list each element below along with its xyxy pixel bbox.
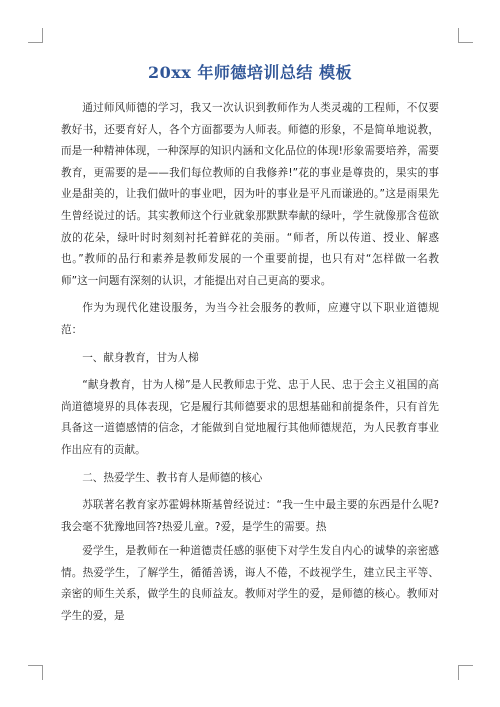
paragraph-intro: 通过师风师德的学习，我又一次认识到教师作为人类灵魂的工程师，不仅要教好书，还要育好人，各个方面都要为人师表。师德的形象，不是简单地说教，而是一种精神体现，一种深厚的知识内涵和文化品位的体现!形象需要培养，需要教育，更需要的是——我们每位教师的自我修养!”花的事业是尊贵的，果实的事业是甜美的，让我们做叶的事业吧，因为叶的事业是平凡而谦逊的。”这是雨果先生曾经说过的话。其实教师这个行业就象那默默奉献的绿叶，学生就像那含苞欲放的花朵，绿叶时时刻刻衬托着鲜花的美丽。“师者，所以传道、授业、解惑也。”教师的品行和素养是教师发展的一个重要前提，也只有对“怎样做一名教师”这一问题有深刻的认识，才能提出对自己更高的要求。 — [61, 102, 439, 287]
paragraph-love-students: 爱学生，是教师在一种道德责任感的驱使下对学生发自内心的诚挚的亲密感情。热爱学生，了解学生，循循善诱，诲人不倦，不歧视学生，建立民主平等、亲密的师生关系，做学生的良师益友。教师对学生的爱，是师德的核心。教师对学生的爱，是 — [61, 545, 439, 623]
crop-mark-top-right — [458, 28, 473, 43]
section-heading-1: 一、献身教育，甘为人梯 — [82, 351, 199, 364]
paragraph-section-1: “献身教育，甘为人梯”是人民教师忠于党、忠于人民、忠于会主义祖国的高尚道德境界的具体表现，它是履行其师德要求的思想基础和前提条件，只有首先具备这一道德感情的信念，才能做到自觉地履行其他师德规范，为人民教育事业作出应有的贡献。 — [61, 379, 439, 456]
crop-mark-top-left — [28, 28, 43, 43]
section-heading-2: 二、热爱学生、教书育人是师德的核心 — [82, 471, 263, 484]
paragraph-norms-intro: 作为为现代化建设服务，为当今社会服务的教师，应遵守以下职业道德规范： — [61, 302, 439, 336]
crop-mark-bottom-left — [28, 665, 43, 680]
document-title: 20xx 年师德培训总结 模板 — [148, 63, 352, 82]
crop-mark-bottom-right — [458, 665, 473, 680]
paragraph-quote: 苏联著名教育家苏霍姆林斯基曾经说过：“我一生中最主要的东西是什么呢?我会毫不犹豫地回答?热爱儿童。?爱，是学生的需要。热 — [61, 499, 439, 533]
document-body — [61, 98, 439, 631]
